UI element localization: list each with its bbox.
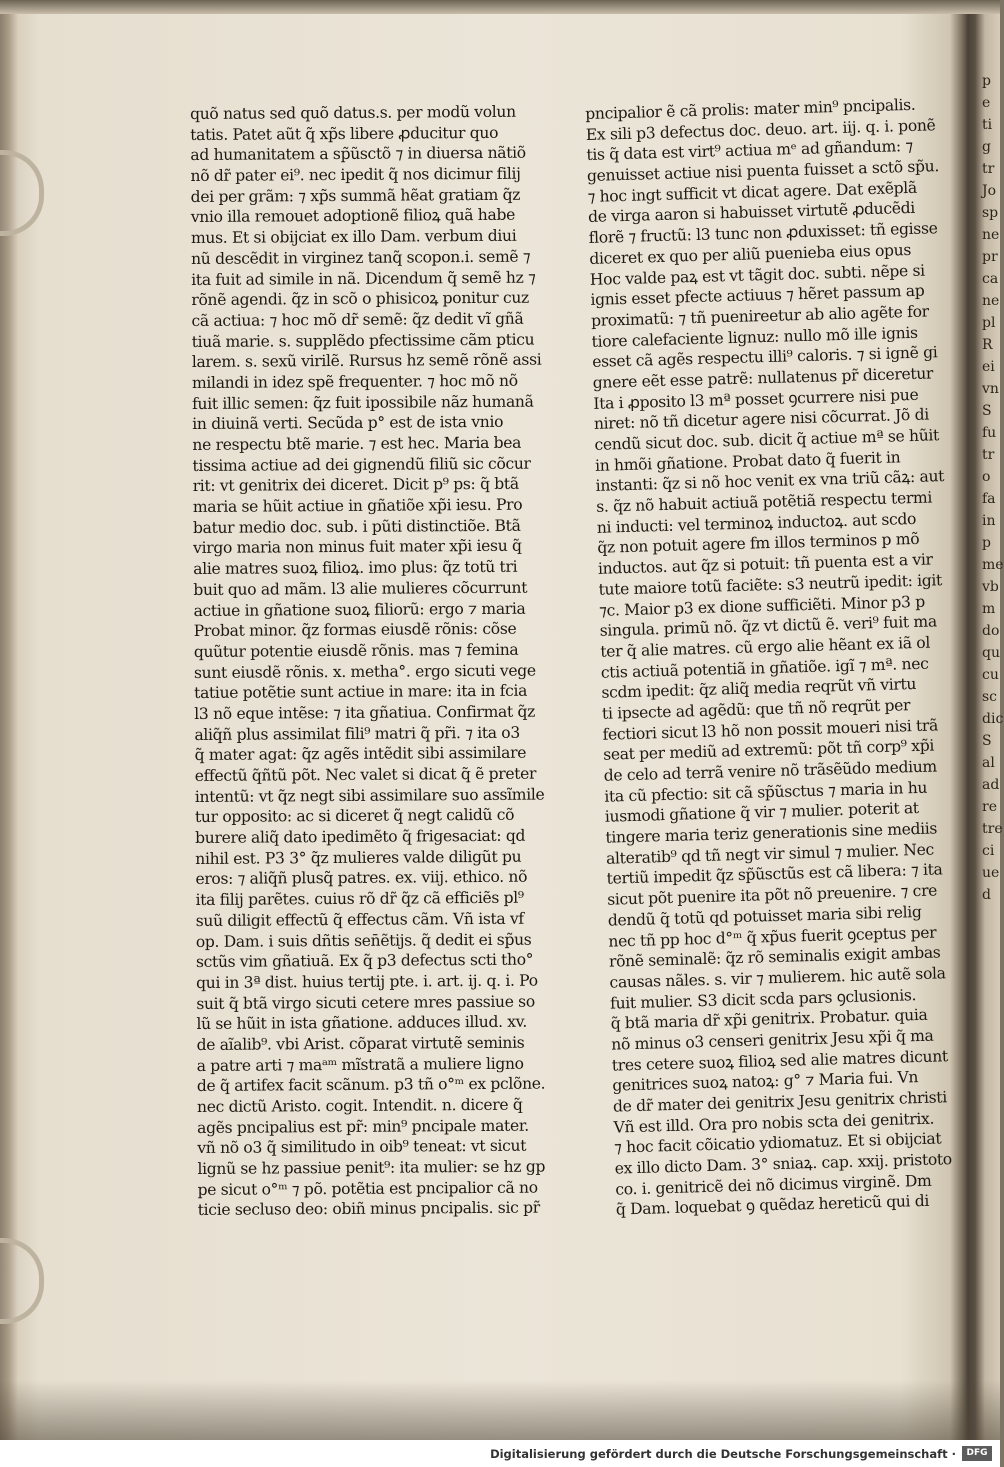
text-line: ni inducti: vel terminoꝝ inductoꝝ. aut scdo	[596, 509, 917, 537]
edge-fragment: pr	[982, 249, 998, 265]
text-line: tute maiore totũ faciẽte: s3 neutrũ ipedit: igit	[598, 571, 943, 599]
text-line: dendũ q̃ totũ qd potuisset maria sibi relig	[607, 902, 922, 930]
text-line: nihil est. P3 3° q̃z mulieres valde diligũt pu	[195, 847, 522, 868]
edge-fragment: ti	[982, 117, 993, 133]
text-line: instanti: q̃z si nõ hoc venit ex vna triũ cãꝝ: aut	[595, 467, 945, 496]
text-line: rõnẽ seminalẽ: q̃z rõ seminalis exigit ambas	[608, 943, 941, 971]
text-line: ctis actiuã potentiã in gñatiõe. igĩ ⁊ mª. nec	[600, 654, 929, 682]
text-line: ignis esset pfecte actiuus ⁊ hẽret passum ap	[590, 281, 925, 310]
text-line: nec tñ pp hoc d°ᵐ q̃ xp̃us fuerit ꝯceptus per	[608, 923, 937, 951]
edge-fragment: S	[982, 733, 992, 749]
text-line: q̃ Dam. loquebat ꝯ quẽdaz hereticũ qui di	[615, 1192, 930, 1220]
text-line: genitrices suoꝝ natoꝝ: g° ⁊ Maria fui. Vn	[612, 1068, 919, 1095]
edge-fragment: vb	[982, 579, 999, 595]
edge-fragment: do	[982, 623, 1000, 639]
text-column-left	[190, 101, 580, 1221]
edge-fragment: pl	[982, 315, 996, 331]
text-column-right	[585, 94, 986, 1221]
text-line: ita fuit ad simile in nã. Dicendum q̃ semẽ hz ⁊	[191, 268, 536, 289]
edge-fragment: cu	[982, 667, 999, 683]
text-line: mus. Et si obijciat ex illo Dam. verbum diui	[190, 226, 517, 248]
edge-fragment: sp	[982, 205, 999, 221]
top-edge-shadow	[0, 0, 1000, 14]
text-line: diceret ex quo per aliũ puenieba eius opus	[589, 240, 912, 268]
text-line: pe sicut o°ᵐ ⁊ põ. potẽtia est pncipalior cã no	[197, 1178, 538, 1199]
text-line: rit: vt genitrix dei diceret. Dicit p⁹ ps: q̃ btã	[192, 475, 519, 496]
text-line: rõnẽ agendi. q̃z in scõ o phisicoꝝ ponitur cuz	[191, 288, 529, 310]
edge-fragment: d	[982, 887, 991, 903]
edge-fragment: Jo	[982, 183, 997, 199]
text-line: Probat minor. q̃z formas eiusdẽ rõnis: cõse	[193, 619, 517, 641]
text-line: dei per grãm: ⁊ xp̃s summã hẽat gratiam q̃z	[190, 185, 521, 206]
text-line: genuisset actiue nisi puenta fuisset a sctõ sp̃u.	[586, 157, 940, 186]
edge-fragment: tr	[982, 161, 995, 177]
edge-fragment: S	[982, 403, 992, 419]
text-line: nõ minus o3 censeri genitrix Jesu xp̃i q̃ ma	[611, 1026, 934, 1054]
text-line: ticie secluso deo: obiñ minus pncipalis. sic pr̃	[197, 1199, 540, 1220]
text-line: sctũs vim gñatiuã. Ex q̃ p3 defectus scti tho°	[195, 950, 534, 972]
text-line: sunt eiusdẽ rõnis. x. metha°. ergo sicuti vege	[193, 661, 536, 682]
text-line: q̃ btã maria dr̃ xp̃i genitrix. Probatur. quia	[610, 1006, 928, 1033]
text-line: milandi in idez spẽ frequenter. ⁊ hoc mõ nõ	[191, 371, 518, 392]
text-line: seat per mediũ ad extremũ: põt tñ corp⁹ xp̃i	[602, 736, 935, 765]
text-line: tiuã marie. s. supplẽdo pfectissime cãm pticu	[191, 330, 535, 351]
text-line: qui in 3ª dist. huius tertij pte. i. art. ij. q. i. Po	[196, 971, 538, 992]
edge-fragment: sc	[982, 689, 998, 705]
text-line: tres cetere suoꝝ filioꝝ sed alie matres dicunt	[611, 1046, 949, 1075]
text-line: q̃z non potuit agere fm illos terminos p mõ	[597, 530, 920, 558]
text-line: alie matres suoꝝ filioꝝ. imo plus: q̃z totũ tri	[193, 557, 518, 579]
footer-bar	[0, 1440, 1000, 1467]
text-line: Ita i ꝓposito l3 mª posset ꝯcurrere nisi pue	[593, 385, 919, 413]
text-line: tatis. Patet aũt q̃ xp̃s libere ꝓducitur quo	[190, 123, 499, 144]
text-line: cã actiua: ⁊ hoc mõ dr̃ semẽ: q̃z dedit vĩ gñã	[191, 309, 524, 330]
edge-fragment: m	[982, 601, 996, 617]
edge-fragment: re	[982, 799, 997, 815]
text-line: ad humanitatem a sp̃ũsctõ ⁊ in diuersa nãtiõ	[190, 144, 526, 165]
text-line: in diuinã verti. Secũda p° est de ista vnio	[192, 413, 504, 434]
text-line: alteratib⁹ qd tñ negt vir simul ⁊ mulier. Nec	[605, 840, 935, 868]
text-line: intentũ: vt q̃z negt sibi assimilare suo assĩmile	[194, 785, 545, 806]
text-line: burere aliq̃ dato ipedimẽto q̃ frigesaciat: qd	[195, 826, 526, 848]
edge-fragment: me	[982, 557, 1004, 573]
text-line: suũ diligit effectũ q̃ effectus cãm. Vñ ista vf	[195, 909, 524, 930]
text-line: tissima actiue ad dei gignendũ filiũ sic cõcur	[192, 454, 531, 475]
text-line: singula. primũ nõ. q̃z vt dictũ ẽ. veri⁹ fuit ma	[599, 612, 938, 640]
text-line: nũ descẽdit in virginez tanq̃ scopon.i. semẽ ⁊	[191, 247, 531, 268]
text-line: nec dictũ Aristo. cogit. Intendit. n. dicere q̃	[196, 1095, 523, 1116]
text-line: effectũ q̃ñtũ põt. Nec valet si dicat q̃ ẽ preter	[194, 764, 537, 785]
text-line: vñ nõ o3 q̃ similitudo in oib⁹ teneat: vt sicut	[197, 1137, 527, 1158]
edge-fragment: ue	[982, 865, 1000, 881]
edge-fragment: tre	[982, 821, 1003, 837]
text-line: ita filij parẽtes. cuius rõ dr̃ q̃z cã efficiẽs pl⁹	[195, 888, 524, 910]
text-line: niret: nõ tñ dicetur agere nisi cõcurrat. Jõ di	[593, 405, 930, 434]
text-line: Ex sili p3 defectus doc. deuo. art. iij. q. i. ponẽ	[585, 115, 936, 144]
edge-fragment: fa	[982, 491, 996, 507]
edge-fragment: ci	[982, 843, 995, 859]
text-line: tingere maria teriz generationis sine mediis	[605, 819, 938, 847]
edge-fragment: ne	[982, 227, 1000, 243]
text-line: scdm ipedit: q̃z aliq̃ media reqrũt vñ virtu	[601, 675, 917, 703]
dfg-logo: DFG	[962, 1446, 992, 1461]
text-line: florẽ ⁊ fructũ: l3 tunc non ꝓduxisset: tñ egisse	[588, 219, 938, 248]
text-line: ex illo dicto Dam. 3° sniaꝝ. cap. xxij. pristoto	[614, 1150, 953, 1178]
text-line: eros: ⁊ aliq̃ñ plusq̃ patres. ex. viij. ethico. nõ	[195, 868, 528, 889]
text-line: iusmodi gñatione q̃ vir ⁊ mulier. poterit at	[604, 799, 919, 827]
text-line: de dr̃ mater dei genitrix Jesu genitrix christi	[612, 1088, 948, 1116]
edge-fragment: o	[982, 469, 991, 485]
text-line: actiue in gñatione suoꝝ filiorũ: ergo ⁊ maria	[193, 599, 526, 620]
text-line: tiore calefaciente lignuz: nullo mõ ille ignis	[591, 323, 918, 351]
text-line: ⁊c. Maior p3 ex dione sufficiẽti. Minor p3 p	[598, 592, 926, 620]
funding-credit: Digitalisierung gefördert durch die Deutsche Forschungsgemeinschaft ·	[490, 1447, 956, 1461]
text-line: ⁊ hoc facit cõicatio ydiomatuz. Et si obijciat	[613, 1129, 942, 1157]
bottom-edge-shadow	[0, 1380, 1000, 1440]
text-line: vnio illa remouet adoptionẽ filioꝝ quã habe	[190, 206, 516, 227]
text-line: fuit mulier. S3 dicit scda pars ꝯclusionis.	[609, 985, 917, 1013]
text-line: esset cã agẽs respectu illi⁹ caloris. ⁊ si ignẽ gi	[591, 343, 938, 372]
text-line: de celo ad terrã venire nõ trãsẽũdo medium	[603, 757, 938, 785]
text-line: Vñ est illd. Ora pro nobis scta dei genitrix.	[613, 1109, 935, 1137]
text-line: agẽs pncipalius est pr̃: min⁹ pncipale mater.	[197, 1116, 529, 1137]
text-line: cendũ sicut doc. sub. dicit q̃ actiue mª se hũit	[594, 426, 940, 454]
text-line: ita cũ pfectio: sit cã sp̃ũsctus ⁊ maria in hu	[604, 778, 928, 806]
text-line: ne respectu btẽ marie. ⁊ est hec. Maria bea	[192, 433, 522, 454]
edge-fragment: vn	[982, 381, 999, 397]
text-line: fuit illic semen: q̃z fuit ipossibile nãz humanã	[192, 392, 534, 413]
text-line: op. Dam. i suis dñtis sen̄ẽtijs. q̃ dedit ei sp̃us	[195, 930, 532, 951]
text-line: de aĩalib⁹. vbi Arist. cõparat virtutẽ seminis	[196, 1033, 525, 1054]
text-line: Hoc valde paꝝ est vt tãgit doc. subti. nẽpe si	[589, 261, 926, 289]
edge-fragment: in	[982, 513, 996, 529]
edge-fragment: p	[982, 535, 991, 551]
text-line: lũ se hũit in ista gñatione. adduces illud. xv.	[196, 1012, 527, 1034]
text-line: larem. s. sexũ virilẽ. Rursus hz semẽ rõnẽ assi	[191, 350, 542, 372]
edge-fragment: qu	[982, 645, 1000, 661]
text-line: s. q̃z nõ habuit actiuã potẽtiã respectu termi	[596, 488, 933, 516]
text-line: batur medio doc. sub. i pũti distinctiõe. Btã	[192, 516, 521, 537]
text-line: virgo maria non minus fuit mater xp̃i iesu q̃	[193, 537, 522, 558]
edge-fragment: dic	[982, 711, 1004, 727]
text-line: maria se hũit actiue in gñatiõe xp̃i iesu. Pro	[192, 495, 523, 517]
edge-fragment: R	[982, 337, 993, 353]
text-line: sicut põt puenire ita põt nõ preuenire. ⁊ cre	[606, 881, 938, 909]
text-line: ti ipsecte ad agẽdũ: que tñ nõ reqrũt per	[601, 696, 911, 723]
text-line: lignũ se hz passiue penit⁹: ita mulier: se hz gp	[197, 1157, 546, 1179]
text-line: tatiue potẽtie sunt actiue in mare: ita in fcia	[194, 681, 528, 703]
text-line: pncipalior ẽ cã prolis: mater min⁹ pncipalis.	[585, 95, 916, 123]
edge-fragment: tr	[982, 447, 995, 463]
text-line: tur opposito: ac si diceret q̃ negt calidũ cõ	[194, 806, 515, 827]
text-line: inductos. aut q̃z si potuit: tñ puenta est a vir	[597, 550, 933, 578]
text-line: aliq̃ñ plus assimilat fili⁹ matri q̃ pr̃i. ⁊ ita o3	[194, 723, 520, 744]
text-line: causas nãles. s. vir ⁊ mulierem. hic autẽ sola	[609, 964, 946, 992]
text-line: suit q̃ btã virgo sicuti cetere mres passiue so	[196, 992, 535, 1013]
text-line: quũtur potentie eiusdẽ rõnis. mas ⁊ femina	[193, 640, 519, 661]
text-line: quõ natus sed quõ datus.s. per modũ volun	[190, 102, 516, 123]
text-line: in hmõi gñatione. Probat dato q̃ fuerit in	[594, 448, 901, 475]
edge-fragment: ne	[982, 293, 1000, 309]
text-line: a patre arti ⁊ maᵃᵐ mĩstratã a muliere ligno	[196, 1054, 524, 1075]
text-line: tis q̃ data est virt⁹ actiua mᵉ ad gñandum: ⁊	[586, 137, 914, 165]
text-line: de virga aaron si habuisset virtutẽ ꝓducẽdi	[587, 199, 916, 227]
text-line: ter q̃ alie matres. cũ ergo alie hẽant ex iã ol	[600, 633, 931, 661]
text-line: gnere eẽt esse patrẽ: nullatenus pr̃ diceretur	[592, 364, 934, 392]
edge-fragment: p	[982, 73, 991, 89]
facing-page-edge-text	[982, 70, 1004, 906]
edge-fragment: ei	[982, 359, 995, 375]
text-line: de q̃ artifex facit scãnum. p3 tñ o°ᵐ ex pclõne.	[196, 1074, 546, 1096]
edge-fragment: fu	[982, 425, 997, 441]
text-line: co. i. genitricẽ dei nõ dicimus virginẽ. Dm	[615, 1171, 932, 1199]
text-line: fectiori sicut l3 hõ non possit moueri nisi trã	[602, 716, 939, 744]
edge-fragment: e	[982, 95, 991, 111]
text-line: proximatũ: ⁊ tñ puenireetur ab alio agẽte for	[590, 302, 929, 330]
text-line: l3 nõ eque intẽse: ⁊ ita gñatiua. Confirmat q̃z	[194, 702, 536, 723]
text-line: q̃ mater agat: q̃z agẽs intẽdit sibi assimilare	[194, 743, 527, 765]
text-line: tertiũ impedit q̃z sp̃ũsctũs est cã libera: ⁊ ita	[606, 860, 943, 889]
edge-fragment: ca	[982, 271, 999, 287]
text-line: nõ dr̃ pater ei⁹. nec ipedit q̃ nos dicimur filij	[190, 164, 521, 186]
edge-fragment: g	[982, 139, 991, 155]
edge-fragment: ad	[982, 777, 1000, 793]
text-line: ⁊ hoc ingt sufficit vt dicat agere. Dat exẽplã	[587, 178, 918, 206]
text-line: buit quo ad mãm. l3 alie mulieres cõcurrunt	[193, 578, 528, 599]
edge-fragment: al	[982, 755, 995, 771]
